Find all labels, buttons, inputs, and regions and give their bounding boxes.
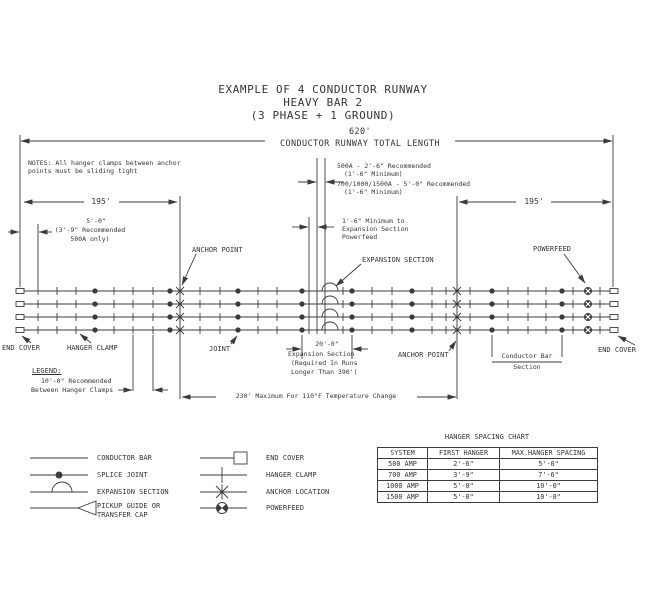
dim-230-label: 230' Maximum For 110°F Temperature Change <box>235 392 397 400</box>
legend-label-end-cover: END COVER <box>266 454 304 462</box>
expansion-section-icon <box>52 482 72 492</box>
end-cover-icon <box>234 452 247 464</box>
splice-joint-symbol <box>236 289 240 293</box>
drawing-title-line3: (3 PHASE + 1 GROUND) <box>250 109 396 122</box>
dim-195-right: 195' <box>524 197 544 206</box>
end-cover-symbol <box>610 328 618 333</box>
splice-joint-symbol <box>236 302 240 306</box>
dim-exp20-l2: Expansion Section <box>288 350 355 358</box>
leader-end-cover-left <box>22 336 31 343</box>
dim-exp20-l1: 20'-0" <box>315 340 339 348</box>
splice-joint-symbol <box>490 315 494 319</box>
end-cover-symbol <box>16 289 24 294</box>
dim-195-left: 195' <box>91 197 111 206</box>
callout-conductor-bar-section-l2: Section <box>513 363 541 371</box>
legend-label-anchor-location: ANCHOR LOCATION <box>266 488 330 496</box>
callout-hanger-clamp: HANGER CLAMP <box>67 344 118 352</box>
legend-label-expansion-section: EXPANSION SECTION <box>97 488 169 496</box>
end-cover-symbol <box>610 289 618 294</box>
table-cell: 3'-9" <box>428 470 500 481</box>
table-row <box>378 459 598 470</box>
expansion-section-symbol <box>322 322 338 330</box>
dim-feed-l2: (1'-6" Minimum) <box>344 170 403 178</box>
dim-exp20-l4: Longer Than 390') <box>291 368 358 376</box>
splice-joint-symbol <box>168 302 172 306</box>
splice-joint-symbol <box>490 289 494 293</box>
splice-joint-symbol <box>236 328 240 332</box>
drawing-title-line2: HEAVY BAR 2 <box>283 96 363 109</box>
expansion-section-symbol <box>322 283 338 291</box>
table-row <box>378 470 598 481</box>
end-cover-symbol <box>610 315 618 320</box>
splice-joint-symbol <box>560 315 564 319</box>
table-cell: 500 AMP <box>378 459 428 470</box>
legend-note-title: LEGEND: <box>32 367 62 375</box>
splice-joint-symbol <box>93 328 97 332</box>
splice-joint-symbol <box>410 289 414 293</box>
legend-label-conductor-bar: CONDUCTOR BAR <box>97 454 152 462</box>
splice-joint-symbol <box>93 289 97 293</box>
table-header-cell: MAX.HANGER SPACING <box>500 448 598 459</box>
end-cover-symbol <box>16 302 24 307</box>
legend-label-pickup-guide-l2: TRANSFER CAP <box>97 511 148 519</box>
callout-expansion-section: EXPANSION SECTION <box>362 256 434 264</box>
leader-joint <box>231 336 237 344</box>
table-cell: 5'-0" <box>500 459 598 470</box>
callout-end-cover-right: END COVER <box>598 346 636 354</box>
dim-expfeed-l3: Powerfeed <box>342 233 378 241</box>
dim-expfeed-l2: Expansion Section <box>342 225 409 233</box>
callout-end-cover-left: END COVER <box>2 344 40 352</box>
table-header-cell: SYSTEM <box>378 448 428 459</box>
splice-joint-symbol <box>93 302 97 306</box>
splice-joint-symbol <box>410 302 414 306</box>
legend-label-powerfeed: POWERFEED <box>266 504 304 512</box>
splice-joint-symbol <box>560 302 564 306</box>
drawing-title-line1: EXAMPLE OF 4 CONDUCTOR RUNWAY <box>218 83 428 96</box>
dim-total-value: 620' <box>348 127 372 137</box>
splice-joint-symbol <box>490 302 494 306</box>
leader-anchor-right <box>449 341 456 351</box>
dim-feed-l3: 700/1000/1500A - 5'-0" Recommended <box>337 180 471 188</box>
leader-end-cover-right <box>618 336 635 345</box>
table-header-cell: FIRST HANGER <box>428 448 500 459</box>
splice-joint-symbol <box>350 328 354 332</box>
splice-joint-symbol <box>168 289 172 293</box>
expansion-section-symbol <box>322 296 338 304</box>
table-cell: 10'-0" <box>500 481 598 492</box>
table-cell: 10'-0" <box>500 492 598 503</box>
leader-hanger-clamp <box>80 334 91 343</box>
dim-first-hanger-l3: 500A only) <box>70 235 110 243</box>
leader-expansion <box>336 264 361 286</box>
dim-expfeed-l1: 1'-6" Minimum to <box>342 217 405 225</box>
splice-joint-symbol <box>93 315 97 319</box>
legend-label-splice-joint: SPLICE JOINT <box>97 471 148 479</box>
splice-joint-symbol <box>410 315 414 319</box>
table-row <box>378 492 598 503</box>
table-cell: 1000 AMP <box>378 481 428 492</box>
splice-joint-symbol <box>350 302 354 306</box>
legend-label-pickup-guide-l1: PICKUP GUIDE OR <box>97 502 161 510</box>
expansion-section-symbol <box>322 309 338 317</box>
callout-powerfeed: POWERFEED <box>533 245 571 253</box>
splice-joint-symbol <box>300 315 304 319</box>
table-cell: 700 AMP <box>378 470 428 481</box>
splice-joint-symbol <box>350 289 354 293</box>
dim-first-hanger-l2: (3'-9" Recommended <box>54 226 126 234</box>
splice-joint-symbol <box>490 328 494 332</box>
legend-note-l1: 10'-0" Recommended <box>41 377 112 385</box>
legend-note-l2: Between Hanger Clamps <box>31 386 114 394</box>
pickup-guide-icon <box>78 501 96 515</box>
table-cell: 2'-6" <box>428 459 500 470</box>
table-cell: 1500 AMP <box>378 492 428 503</box>
table-cell: 5'-0" <box>428 492 500 503</box>
splice-joint-symbol <box>350 315 354 319</box>
dim-feed-l4: (1'-6" Minimum) <box>344 188 403 196</box>
chart-title: HANGER SPACING CHART <box>444 433 530 441</box>
splice-joint-symbol <box>236 315 240 319</box>
splice-joint-symbol <box>410 328 414 332</box>
powerfeed-icon-fill <box>216 504 227 512</box>
dim-exp20-l3: (Required In Runs <box>291 359 358 367</box>
notes-line2: points must be sliding tight <box>28 167 138 175</box>
table-row <box>378 481 598 492</box>
table-header-row <box>378 448 598 459</box>
callout-conductor-bar-section-l1: Conductor Bar <box>501 352 553 360</box>
hanger-spacing-chart <box>377 447 597 503</box>
callout-anchor-point-left: ANCHOR POINT <box>192 246 243 254</box>
splice-joint-symbol <box>168 328 172 332</box>
leader-powerfeed <box>564 254 585 283</box>
dim-first-hanger-l1: 5'-0" <box>86 217 106 225</box>
splice-joint-symbol <box>300 289 304 293</box>
splice-joint-symbol <box>560 328 564 332</box>
leader-anchor-left <box>182 254 196 285</box>
hanger-spacing-table <box>377 447 598 503</box>
table-cell: 7'-6" <box>500 470 598 481</box>
splice-joint-symbol <box>560 289 564 293</box>
end-cover-symbol <box>16 315 24 320</box>
callout-joint: JOINT <box>209 345 231 353</box>
end-cover-symbol <box>16 328 24 333</box>
legend-label-hanger-clamp: HANGER CLAMP <box>266 471 317 479</box>
dim-total-label: CONDUCTOR RUNWAY TOTAL LENGTH <box>279 139 441 149</box>
splice-joint-symbol <box>168 315 172 319</box>
end-cover-symbol <box>610 302 618 307</box>
notes-line1: NOTES: All hanger clamps between anchor <box>28 159 181 167</box>
splice-joint-symbol <box>300 328 304 332</box>
splice-joint-symbol <box>300 302 304 306</box>
dim-feed-l1: 500A - 2'-6" Recommended <box>337 162 431 170</box>
table-cell: 5'-0" <box>428 481 500 492</box>
callout-anchor-point-right: ANCHOR POINT <box>398 351 449 359</box>
splice-joint-icon <box>56 472 62 478</box>
